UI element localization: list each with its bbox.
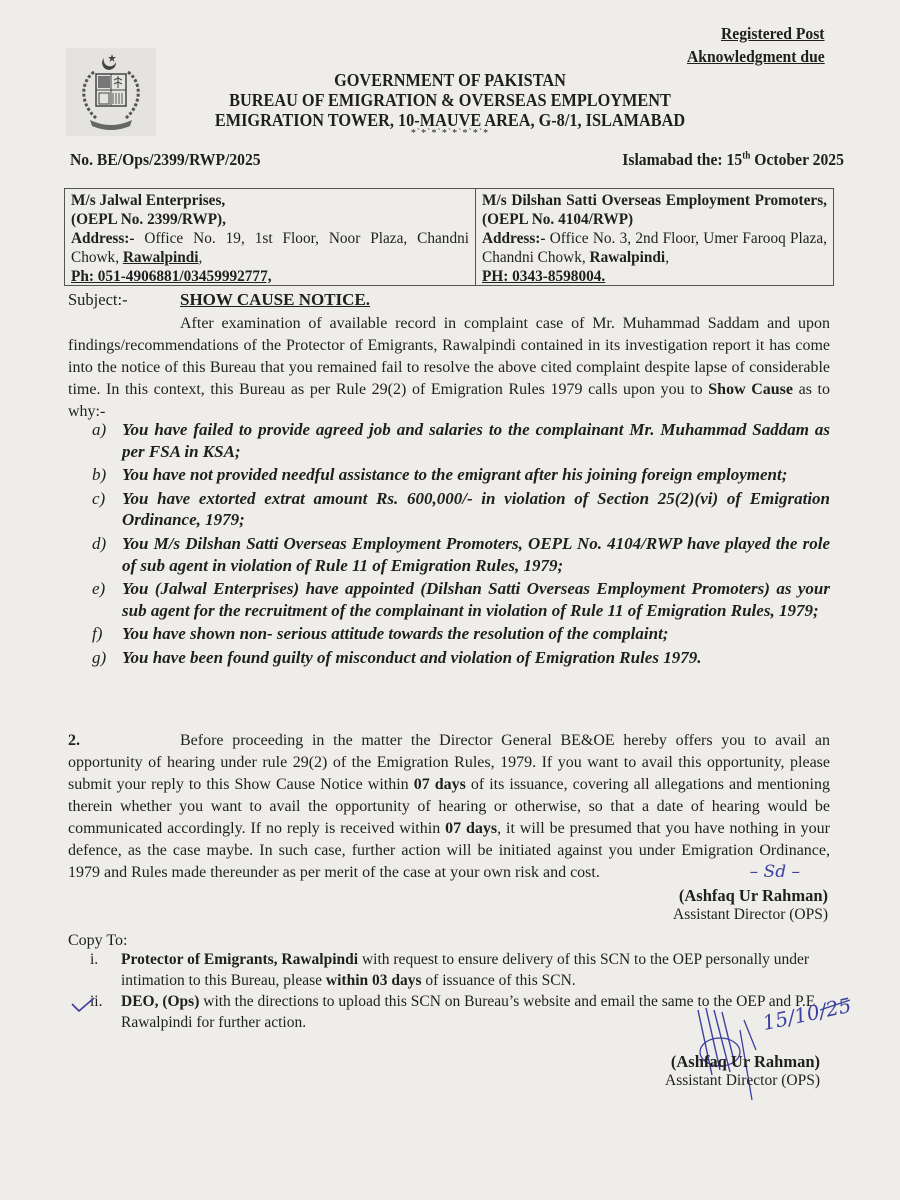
header-bureau: BUREAU OF EMIGRATION & OVERSEAS EMPLOYMENT [229, 90, 671, 110]
allegation-item: g) You have been found guilty of misconduct and violation of Emigration Rules 1979. [92, 647, 702, 667]
addressee-jalwal [65, 189, 476, 285]
signatory-block-2 [665, 1052, 820, 1090]
signature-mark: – Sd – [749, 862, 800, 882]
addressee-table [64, 188, 834, 286]
acknowledgment-due-label: Aknowledgment due [687, 47, 825, 66]
signatory-name: (Ashfaq Ur Rahman) [678, 886, 828, 905]
addressee-name: M/s Jalwal Enterprises, [71, 192, 226, 209]
handwritten-date: 15/10/25 [760, 992, 854, 1036]
signatory-block [673, 886, 828, 924]
copy-to-item: i. Protector of Emigrants, Rawalpindi with request to ensure delivery of this SCN to the OEP personally under intimation to this Bureau, please within 03 days of issuance of this SCN. [90, 951, 810, 989]
allegation-item: a) You have failed to provide agreed job and salaries to the complainant Mr. Muhammad Saddam as per FSA in KSA; [92, 420, 830, 461]
addressee-address: Address:- Office No. 19, 1st Floor, Noor Plaza, Chandni Chowk, Rawalpindi, [71, 230, 469, 266]
addressee-phone: Ph: 051-4906881/03459992777, [71, 268, 272, 285]
allegations-list [92, 419, 830, 671]
addressee-address: Address:- Office No. 3, 2nd Floor, Umer Farooq Plaza, Chandni Chowk, Rawalpindi, [482, 230, 827, 266]
allegation-item: d) You M/s Dilshan Satti Overseas Employment Promoters, OEPL No. 4104/RWP have played the role of sub agent in violation of Rule 11 of Emigration Rules, 1979; [92, 533, 830, 575]
subject-line [68, 290, 370, 310]
tick-mark-icon [70, 996, 96, 1019]
addressee-phone: PH: 0343-8598004. [482, 268, 606, 285]
copy-to-item: ii. DEO, (Ops) with the directions to upload this SCN on Bureau’s website and email the same to the OEP and P.E Rawalpindi for further action. [90, 993, 816, 1031]
addressee-dilshan-satti [476, 189, 833, 285]
addressee-name: M/s Dilshan Satti Overseas Employment Promoters, (OEPL No. 4104/RWP) [482, 192, 827, 228]
allegation-item: e) You (Jalwal Enterprises) have appointed (Dilshan Satti Overseas Employment Promoters) as your sub agent for the recruitment of the complainant in violation of Rule 11 of Emigration Rules, 1979; [92, 579, 830, 620]
header-separator: *`*`*`*`*`*`*`* [410, 128, 490, 139]
addressee-license: (OEPL No. 2399/RWP), [71, 211, 226, 228]
signatory-name: (Ashfaq Ur Rahman) [670, 1052, 820, 1071]
header-government: GOVERNMENT OF PAKISTAN [334, 70, 566, 90]
signatory-designation: Assistant Director (OPS) [665, 1072, 820, 1089]
subject-label: Subject:- [68, 290, 128, 309]
allegation-item: c) You have extorted extrat amount Rs. 600,000/- in violation of Section 25(2)(vi) of Emigration Ordinance, 1979; [92, 488, 830, 530]
header-address: EMIGRATION TOWER, 10-MAUVE AREA, G-8/1, ISLAMABAD [214, 110, 686, 130]
allegation-item: f) You have shown non- serious attitude towards the resolution of the complaint; [92, 624, 669, 644]
subject-title: SHOW CAUSE NOTICE. [180, 290, 371, 309]
signatory-designation: Assistant Director (OPS) [673, 906, 828, 923]
registered-post-label: Registered Post [721, 24, 825, 43]
issue-date: Islamabad the: 15th October 2025 [622, 150, 844, 169]
copy-to-label: Copy To: [68, 932, 128, 949]
intro-paragraph: After examination of available record in complaint case of Mr. Muhammad Saddam and upon findings/recommendations of the Protector of Emigrants, Rawalpindi contained in its investigation report it has come into the notice of this Bureau that you remained fail to resolve the above cited complaint despite lapse of considerable time. In this context, this Bureau as per Rule 29(2) of Emigration Rules 1979 calls upon you to Show Cause as to why:- [68, 315, 830, 420]
allegation-item: b) You have not provided needful assistance to the emigrant after his joining foreign employment; [92, 465, 788, 485]
reference-number: No. BE/Ops/2399/RWP/2025 [70, 150, 261, 169]
paragraph-2: 2. Before proceeding in the matter the Director General BE&OE hereby offers you to avail an opportunity of hearing under rule 29(2) of the Emigration Rules, 1979. If you want to avail this opportunity, please submit your reply to this Show Cause Notice within 07 days of its issuance, covering all allegations and mentioning therein whether you want to avail the opportunity of hearing or otherwise, so that a date of hearing would be communicated accordingly. If no reply is received within 07 days, it will be presumed that you have nothing in your defence, as the case maybe. In such case, further action will be initiated against you under Emigration Ordinance, 1979 and Rules made thereunder as per merit of the case at your own risk and cost. [68, 732, 831, 881]
